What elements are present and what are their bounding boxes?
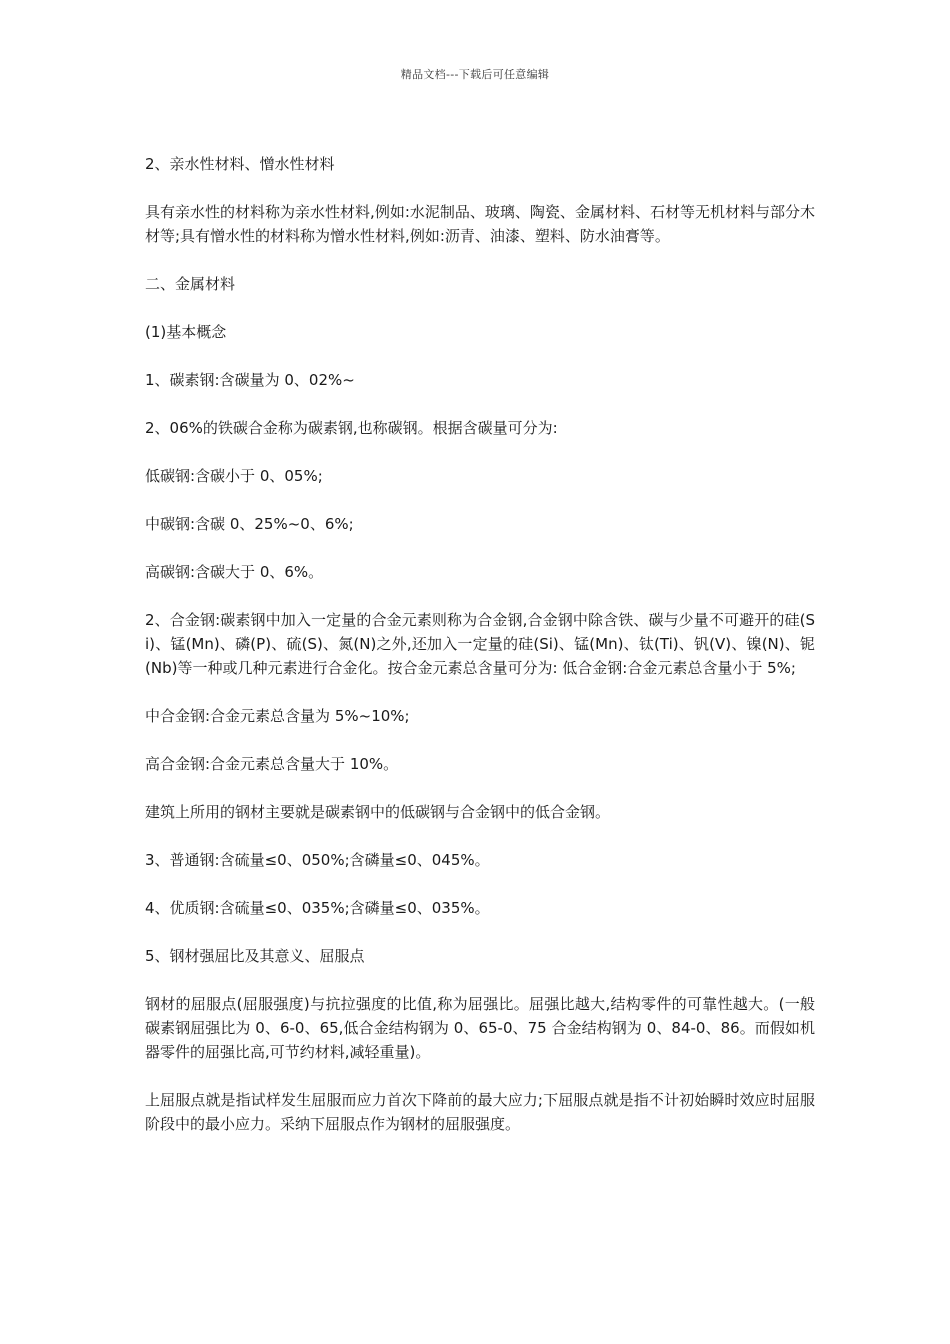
body-paragraph: 低碳钢:含碳小于 0、05%; bbox=[145, 467, 323, 485]
body-paragraph: 高碳钢:含碳大于 0、6%。 bbox=[145, 563, 324, 581]
body-paragraph: 2、合金钢:碳素钢中加入一定量的合金元素则称为合金钢,合金钢中除含铁、碳与少量不可避开的硅(Si)、锰(Mn)、磷(P)、硫(S)、氮(N)之外,还加入一定量的硅(Si)、锰(Mn)、钛(Ti)、钒(V)、镍(N)、铌(Nb)等一种或几种元素进行合金化。按合金元素总含量可分为: 低合金钢:合金元素总含量小于 5%; bbox=[145, 611, 815, 677]
page-header: 精品文档---下载后可任意编辑 bbox=[400, 68, 550, 81]
body-paragraph: 1、碳素钢:含碳量为 0、02%~ bbox=[145, 371, 355, 389]
section-heading: 2、亲水性材料、憎水性材料 bbox=[145, 155, 335, 173]
body-paragraph: 具有亲水性的材料称为亲水性材料,例如:水泥制品、玻璃、陶瓷、金属材料、石材等无机材料与部分木材等;具有憎水性的材料称为憎水性材料,例如:沥青、油漆、塑料、防水油膏等。 bbox=[145, 203, 815, 245]
body-paragraph: 中合金钢:合金元素总含量为 5%~10%; bbox=[145, 707, 410, 725]
body-paragraph: 中碳钢:含碳 0、25%~0、6%; bbox=[145, 515, 354, 533]
section-heading: 二、金属材料 bbox=[145, 275, 236, 293]
body-paragraph: 高合金钢:合金元素总含量大于 10%。 bbox=[145, 755, 399, 773]
section-heading: 5、钢材强屈比及其意义、屈服点 bbox=[145, 947, 365, 965]
subsection-heading: (1)基本概念 bbox=[145, 323, 227, 341]
body-paragraph: 钢材的屈服点(屈服强度)与抗拉强度的比值,称为屈强比。屈强比越大,结构零件的可靠性越大。(一般碳素钢屈强比为 0、6-0、65,低合金结构钢为 0、65-0、75 合金结构钢为 0、84-0、86。而假如机器零件的屈强比高,可节约材料,减轻重量)。 bbox=[145, 995, 815, 1061]
body-paragraph: 3、普通钢:含硫量≤0、050%;含磷量≤0、045%。 bbox=[145, 851, 490, 869]
body-paragraph: 建筑上所用的钢材主要就是碳素钢中的低碳钢与合金钢中的低合金钢。 bbox=[145, 803, 611, 821]
document-body bbox=[145, 152, 815, 1160]
body-paragraph: 上屈服点就是指试样发生屈服而应力首次下降前的最大应力;下屈服点就是指不计初始瞬时效应时屈服阶段中的最小应力。采纳下屈服点作为钢材的屈服强度。 bbox=[145, 1091, 815, 1133]
body-paragraph: 4、优质钢:含硫量≤0、035%;含磷量≤0、035%。 bbox=[145, 899, 490, 917]
body-paragraph: 2、06%的铁碳合金称为碳素钢,也称碳钢。根据含碳量可分为: bbox=[145, 419, 558, 437]
